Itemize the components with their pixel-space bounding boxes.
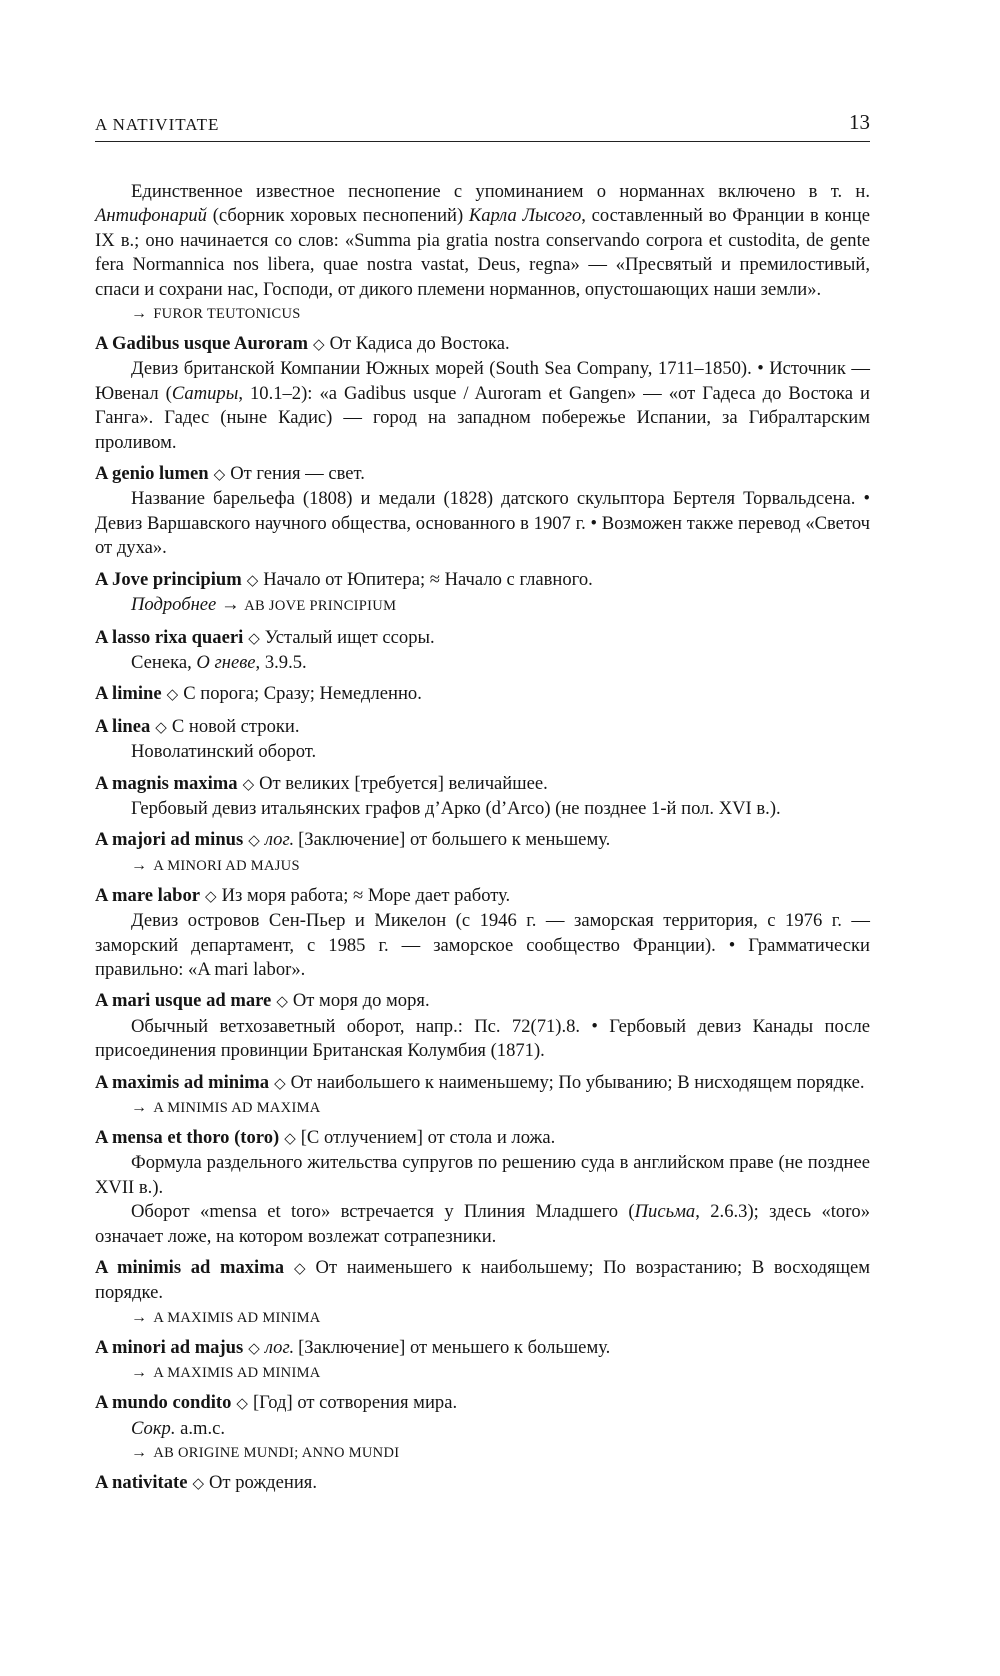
dictionary-content bbox=[95, 180, 870, 1496]
entry-headword: A minimis ad maxima ◇ От наименьшего к наибольшему; По возрастанию; В восходящем порядке. bbox=[95, 1257, 870, 1304]
arrow-icon: → bbox=[131, 1099, 148, 1116]
arrow-icon: → bbox=[131, 1364, 148, 1382]
running-header bbox=[95, 105, 870, 142]
diamond-icon: ◇ bbox=[276, 994, 288, 1011]
arrow-icon: → bbox=[131, 1308, 148, 1326]
entry bbox=[95, 1071, 870, 1119]
diamond-icon: ◇ bbox=[248, 630, 260, 647]
diamond-icon: ◇ bbox=[205, 888, 217, 905]
entry-headword: A mare labor ◇ Из моря работа; ≈ Море дает работу. bbox=[95, 884, 511, 906]
entry-source: Сенека, О гневе, 3.9.5. bbox=[131, 651, 307, 673]
diamond-icon: ◇ bbox=[246, 572, 259, 589]
entry bbox=[95, 332, 870, 455]
entry-body: Девиз британской Компании Южных морей (South Sea Company, 1711–1850). • Источник — Ювенал (Сатиры, 10.1–2): «a Gadibus usque / Auroram et Gangen» — «от Гадеса до Востока и Ганга». Гадес (ныне Кадис) — город на западном побережье Испании, за Гибралтарским проливом. bbox=[95, 358, 870, 453]
entry-abbreviation: Сокр. a.m.c. bbox=[131, 1417, 226, 1439]
entry-body: Оборот «mensa et toro» встречается у Плиния Младшего (Письма, 2.6.3); здесь «toro» означает ложе, на котором возлежат сотрапезники. bbox=[95, 1201, 871, 1247]
entry bbox=[95, 884, 870, 983]
cross-reference-link[interactable]: → A MINORI AD MAJUS bbox=[131, 856, 300, 874]
entry-headword: A lasso rixa quaeri ◇ Усталый ищет ссоры. bbox=[95, 626, 435, 648]
entry-headword: A magnis maxima ◇ От великих [требуется] величайшее. bbox=[95, 772, 548, 794]
diamond-icon: ◇ bbox=[155, 719, 167, 736]
entry bbox=[95, 1256, 870, 1329]
entry-headword: A nativitate ◇ От рождения. bbox=[95, 1472, 317, 1494]
diamond-icon: ◇ bbox=[313, 337, 325, 354]
entry bbox=[95, 1471, 870, 1496]
entry-body: Новолатинский оборот. bbox=[131, 741, 317, 763]
entry-headword: A maximis ad minima ◇ От наибольшего к наименьшему; По убыванию; В нисходящем порядке. bbox=[95, 1071, 865, 1093]
entry bbox=[95, 682, 870, 707]
cross-reference-link[interactable]: → AB ORIGINE MUNDI; ANNO MUNDI bbox=[131, 1444, 400, 1462]
entry bbox=[95, 626, 870, 676]
running-title: A NATIVITATE bbox=[95, 115, 220, 134]
entry bbox=[95, 772, 870, 822]
diamond-icon: ◇ bbox=[242, 776, 255, 793]
diamond-icon: ◇ bbox=[274, 1075, 286, 1092]
entry-body: Девиз островов Сен-Пьер и Микелон (с 1946 г. — заморская территория, с 1976 г. — заморский департамент, с 1985 г. — заморское сообщество Франции). • Грамматически правильно: «A mari labor». bbox=[95, 910, 870, 980]
entry-body: Формула раздельного жительства супругов по решению суда в английском праве (не позднее XVII в.). bbox=[95, 1152, 870, 1198]
diamond-icon: ◇ bbox=[284, 1131, 296, 1147]
entry-headword: A mensa et thoro (toro) ◇ [С отлучением] от стола и ложа. bbox=[95, 1127, 556, 1148]
entry bbox=[95, 1336, 870, 1384]
entry-headword: A mari usque ad mare ◇ От моря до моря. bbox=[95, 990, 430, 1012]
entry-headword: A limine ◇ С порога; Сразу; Немедленно. bbox=[95, 683, 422, 705]
diamond-icon: ◇ bbox=[192, 1476, 204, 1493]
entry bbox=[95, 1391, 870, 1464]
diamond-icon: ◇ bbox=[236, 1396, 248, 1413]
entry-headword: A mundo condito ◇ [Год] от сотворения мира. bbox=[95, 1392, 458, 1414]
entry-headword: A linea ◇ С новой строки. bbox=[95, 715, 300, 737]
entry-headword: A Gadibus usque Auroram ◇ От Кадиса до Востока. bbox=[95, 333, 510, 355]
cross-reference-link[interactable]: → A MAXIMIS AD MINIMA bbox=[131, 1308, 321, 1326]
entry-headword: A genio lumen ◇ От гения — свет. bbox=[95, 463, 365, 485]
arrow-icon: → bbox=[131, 305, 148, 323]
entry bbox=[95, 462, 870, 561]
entry-headword: A Jove principium ◇ Начало от Юпитера; ≈ Начало с главного. bbox=[95, 568, 593, 590]
entry bbox=[95, 828, 870, 876]
entry-intro bbox=[95, 180, 870, 325]
arrow-icon: → bbox=[220, 594, 240, 616]
diamond-icon: ◇ bbox=[213, 467, 226, 484]
cross-reference-link[interactable]: → A MINIMIS AD MAXIMA bbox=[131, 1099, 321, 1116]
page bbox=[95, 105, 870, 1496]
entry bbox=[95, 715, 870, 765]
diamond-icon: ◇ bbox=[166, 687, 179, 704]
entry-headword: A majori ad minus ◇ лог. [Заключение] от большего к меньшему. bbox=[95, 829, 611, 851]
cross-reference-link[interactable]: Подробнее → AB JOVE PRINCIPIUM bbox=[131, 594, 397, 616]
cross-reference-link[interactable]: → FUROR TEUTONICUS bbox=[131, 305, 301, 323]
cross-reference-link[interactable]: → A MAXIMIS AD MINIMA bbox=[131, 1364, 321, 1382]
entry bbox=[95, 1126, 870, 1249]
entry bbox=[95, 568, 870, 619]
page-number: 13 bbox=[849, 110, 870, 134]
entry-body: Единственное известное песнопение с упоминанием о норманнах включено в т. н. Антифонарий (сборник хоровых песнопений) Карла Лысого, составленный во Франции в конце IX в.; оно начинается со слов: «Summa pia gratia nostra conservando corpora et custodita, de gente fera Normannica nos libera, quae nostra vastat, Deus, regna» — «Пресвятый и премилостивый, спаси и сохрани нас, Господи, от дикого племени норманнов, опустошающих наши земли». bbox=[95, 181, 871, 300]
entry-body: Название барельефа (1808) и медали (1828) датского скульптора Бертеля Торвальдсена. • Девиз Варшавского научного общества, основанного в 1907 г. • Возможен также перевод «Светоч от духа». bbox=[95, 488, 870, 559]
diamond-icon: ◇ bbox=[289, 1261, 311, 1278]
arrow-icon: → bbox=[131, 856, 148, 874]
entry-body: Гербовый девиз итальянских графов д’Арко (d’Arco) (не позднее 1-й пол. XVI в.). bbox=[131, 797, 781, 819]
entry-headword: A minori ad majus ◇ лог. [Заключение] от меньшего к большему. bbox=[95, 1336, 611, 1358]
entry bbox=[95, 989, 870, 1063]
arrow-icon: → bbox=[131, 1444, 148, 1462]
entry-body: Обычный ветхозаветный оборот, напр.: Пс. 72(71).8. • Гербовый девиз Канады после присоединения провинции Британская Колумбия (1871). bbox=[95, 1015, 870, 1062]
diamond-icon: ◇ bbox=[248, 833, 260, 850]
diamond-icon: ◇ bbox=[248, 1340, 260, 1357]
